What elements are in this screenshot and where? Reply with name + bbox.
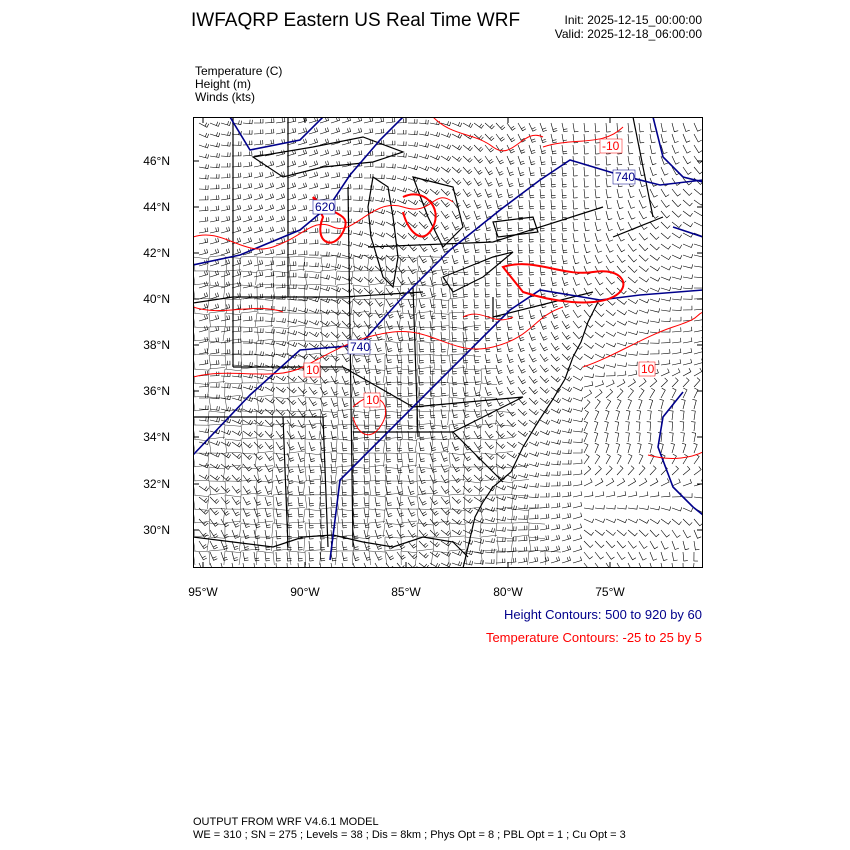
- lat-label: 34°N: [143, 430, 170, 444]
- weather-map: [193, 117, 703, 568]
- contour-labels: [304, 139, 655, 407]
- height-label: 620: [315, 200, 336, 214]
- lat-label: 30°N: [143, 523, 170, 537]
- temperature-label: -10: [602, 139, 620, 153]
- lat-label: 36°N: [143, 384, 170, 398]
- wind-barbs: [199, 117, 703, 568]
- init-time: Init: 2025-12-15_00:00:00: [564, 13, 702, 27]
- height-label: 740: [615, 170, 636, 184]
- coastline-atlantic: [463, 302, 598, 568]
- lat-label: 38°N: [143, 338, 170, 352]
- temperature-label: 10: [366, 393, 380, 407]
- field-height: Height (m): [195, 77, 252, 91]
- great-lakes-superior: [253, 137, 403, 177]
- temperature-label: 10: [306, 363, 320, 377]
- lon-label: 80°W: [493, 585, 523, 599]
- temperature-label: 10: [641, 362, 655, 376]
- height-contour-legend: Height Contours: 500 to 920 by 60: [503, 607, 702, 622]
- field-winds: Winds (kts): [195, 90, 255, 104]
- lat-label: 32°N: [143, 477, 170, 491]
- lon-label: 75°W: [595, 585, 625, 599]
- valid-time: Valid: 2025-12-18_06:00:00: [554, 27, 702, 41]
- height-label: 740: [350, 340, 371, 354]
- footer-model: OUTPUT FROM WRF V4.6.1 MODEL: [193, 816, 379, 828]
- lat-label: 44°N: [143, 200, 170, 214]
- lat-label: 46°N: [143, 154, 170, 168]
- plot-title: IWFAQRP Eastern US Real Time WRF: [191, 10, 521, 31]
- lat-label: 42°N: [143, 246, 170, 260]
- lat-label: 40°N: [143, 292, 170, 306]
- temperature-contour-legend: Temperature Contours: -25 to 25 by 5: [485, 630, 702, 645]
- wind-barb-field: [199, 117, 703, 568]
- field-temperature: Temperature (C): [195, 64, 283, 78]
- lon-label: 90°W: [290, 585, 320, 599]
- footer-config: WE = 310 ; SN = 275 ; Levels = 38 ; Dis = 8km ; Phys Opt = 8 ; PBL Opt = 1 ; Cu Opt = 3: [193, 829, 626, 841]
- lon-label: 85°W: [391, 585, 421, 599]
- lon-label: 95°W: [188, 585, 218, 599]
